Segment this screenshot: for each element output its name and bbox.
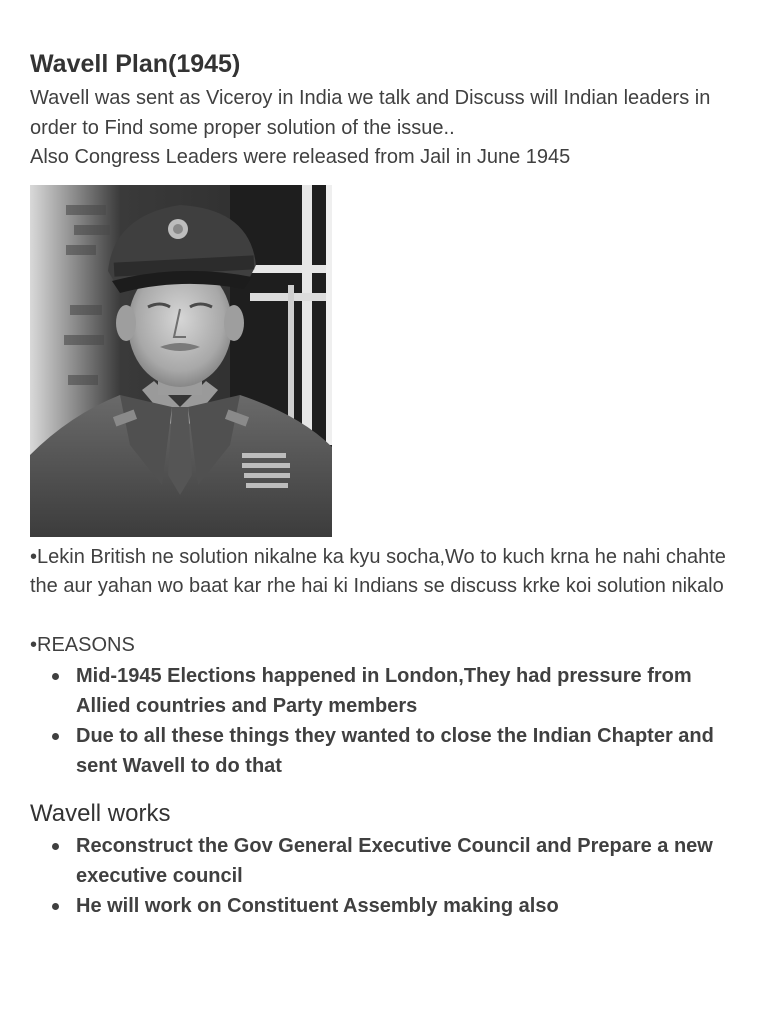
list-item: [30, 831, 740, 891]
wavell-portrait-photo: [30, 185, 332, 537]
intro-paragraph-2: Also Congress Leaders were released from Jail in June 1945: [30, 146, 571, 168]
note-page: [30, 44, 740, 921]
list-item-text: Mid-1945 Elections happened in London,They had pressure from Allied countries and Party members: [76, 664, 692, 717]
question-paragraph: •Lekin British ne solution nikalne ka kyu socha,Wo to kuch krna he nahi chahte the aur yahan wo baat kar rhe hai ki Indians se discuss krke koi solution nikalo: [30, 545, 726, 597]
list-item-text: Reconstruct the Gov General Executive Council and Prepare a new executive council: [76, 834, 713, 887]
bullet-icon: [52, 903, 59, 910]
list-item: [30, 721, 740, 781]
section-heading: Wavell works: [30, 799, 171, 827]
works-list: [30, 831, 740, 921]
bullet-icon: [52, 673, 59, 680]
reasons-list: [30, 661, 740, 781]
spacer: [30, 602, 740, 632]
page-title: Wavell Plan(1945): [30, 50, 241, 78]
list-item: [30, 891, 740, 921]
intro-paragraph: Wavell was sent as Viceroy in India we talk and Discuss will Indian leaders in order to Find some proper solution of the issue..: [30, 87, 711, 139]
reasons-heading: •REASONS: [30, 634, 135, 656]
list-item-text: Due to all these things they wanted to close the Indian Chapter and sent Wavell to do that: [76, 724, 714, 777]
bullet-icon: [52, 733, 59, 740]
list-item-text: He will work on Constituent Assembly making also: [76, 894, 559, 917]
bullet-icon: [52, 843, 59, 850]
list-item: [30, 661, 740, 721]
